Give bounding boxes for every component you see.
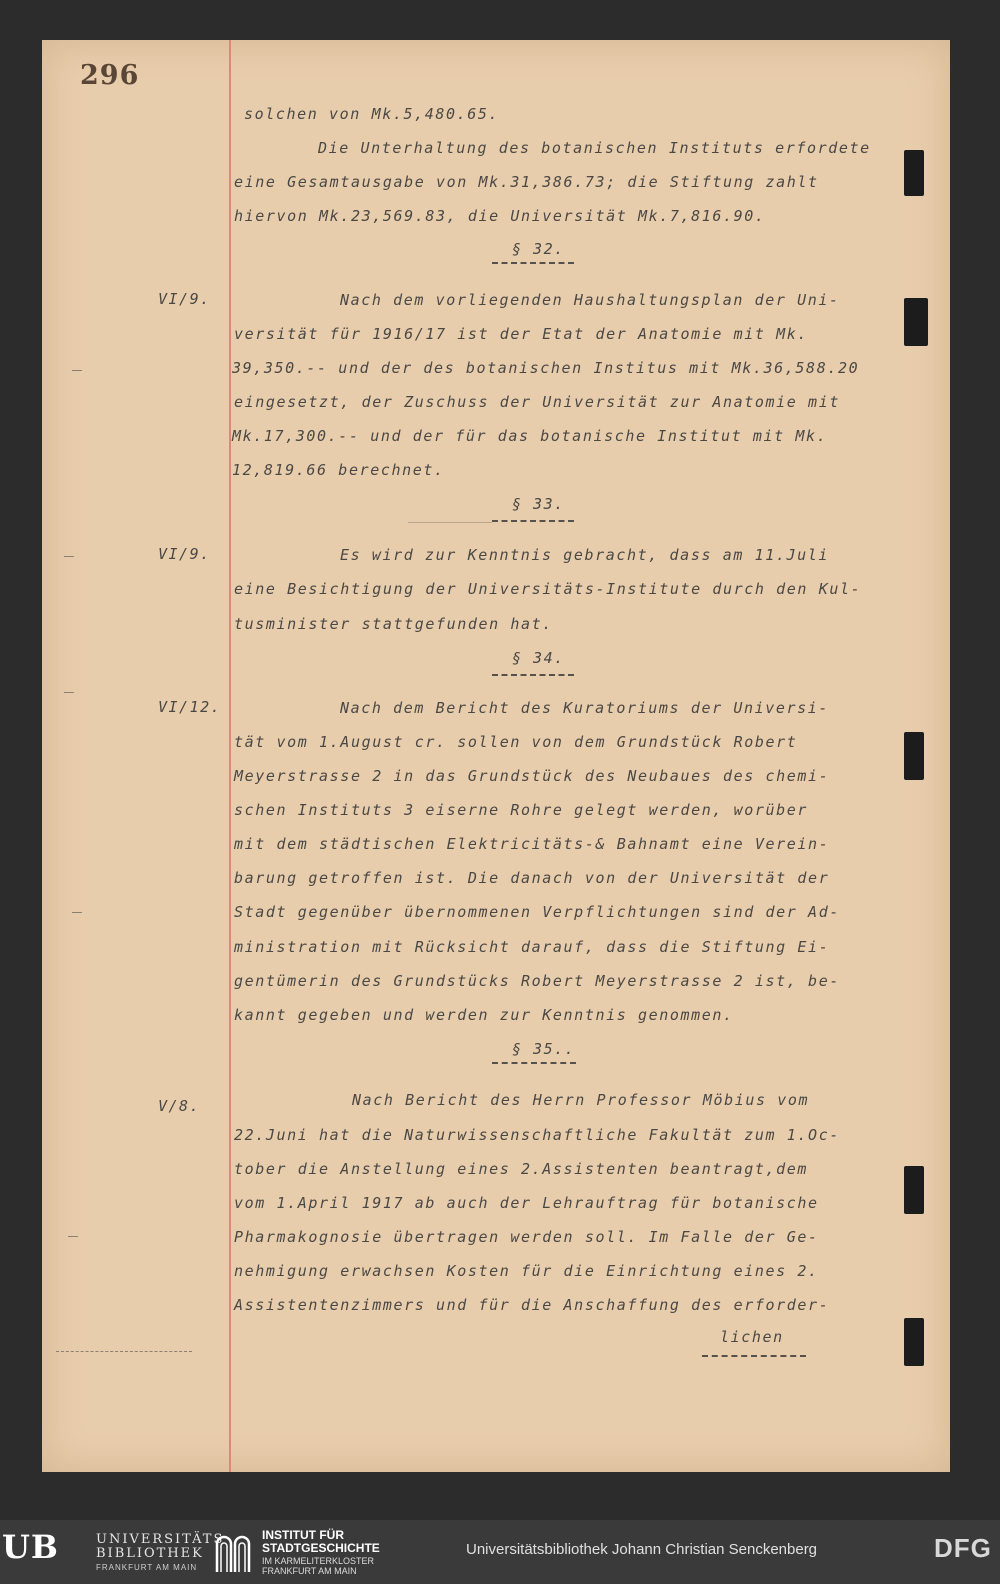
clip-mark: [904, 1318, 924, 1366]
ub-name-line2: BIBLIOTHEK: [96, 1546, 204, 1561]
text-line: Mk.17,300.-- und der für das botanische Institut mit Mk.: [232, 427, 828, 445]
text-line: schen Instituts 3 eiserne Rohre gelegt werden, worüber: [234, 801, 809, 819]
section-underline: [492, 674, 574, 676]
footer-bar: [0, 1520, 1000, 1584]
margin-dashes: [56, 1351, 192, 1352]
section-heading-33: § 33.: [512, 495, 565, 513]
clip-mark: [904, 150, 924, 196]
library-name: Universitätsbibliothek Johann Christian Senckenberg: [466, 1541, 818, 1558]
section-heading-34: § 34.: [512, 649, 565, 667]
isg-name-line2: STADTGESCHICHTE: [262, 1541, 380, 1555]
document-page: [42, 40, 950, 1472]
text-line: versität für 1916/17 ist der Etat der Anatomie mit Mk.: [234, 325, 809, 343]
text-line: Nach Bericht des Herrn Professor Möbius vom: [352, 1091, 810, 1109]
text-line: barung getroffen ist. Die danach von der Universität der: [234, 869, 830, 887]
clip-mark: [904, 298, 928, 346]
text-line: 22.Juni hat die Naturwissenschaftliche Fakultät zum 1.Oc-: [234, 1126, 840, 1144]
faint-rule: [408, 522, 492, 523]
margin-ref-1: VI/9.: [158, 290, 211, 308]
section-underline: [492, 1062, 576, 1064]
text-line: eingesetzt, der Zuschuss der Universität zur Anatomie mit: [234, 393, 840, 411]
text-line: Stadt gegenüber übernommenen Verpflichtungen sind der Ad-: [234, 903, 840, 921]
margin-ref-4: V/8.: [158, 1097, 201, 1115]
dfg-logo: DFG: [934, 1533, 992, 1563]
ub-name-line1: UNIVERSITÄTS: [96, 1532, 225, 1547]
margin-rule: [229, 40, 231, 1472]
text-line: eine Gesamtausgabe von Mk.31,386.73; die Stiftung zahlt: [234, 173, 819, 191]
isg-city: FRANKFURT AM MAIN: [262, 1566, 357, 1576]
section-heading-32: § 32.: [512, 240, 565, 258]
margin-tick: [68, 1236, 78, 1237]
margin-tick: [64, 556, 74, 557]
text-line: 12,819.66 berechnet.: [232, 461, 445, 479]
text-line: Nach dem vorliegenden Haushaltungsplan der Uni-: [340, 291, 840, 309]
margin-tick: [64, 692, 74, 693]
text-line: hiervon Mk.23,569.83, die Universität Mk.7,816.90.: [234, 207, 766, 225]
isg-name-line1: INSTITUT FÜR: [262, 1528, 344, 1542]
section-heading-35: § 35..: [512, 1040, 576, 1058]
catchword-underline: [702, 1355, 806, 1357]
text-line: Meyerstrasse 2 in das Grundstück des Neubaues des chemi-: [234, 767, 830, 785]
text-line: tät vom 1.August cr. sollen von dem Grundstück Robert: [234, 733, 798, 751]
text-line: vom 1.April 1917 ab auch der Lehrauftrag für botanische: [234, 1194, 819, 1212]
text-line: ministration mit Rücksicht darauf, dass die Stiftung Ei-: [234, 938, 830, 956]
text-line: Assistentenzimmers und für die Anschaffung des erforder-: [234, 1296, 830, 1314]
ub-city: FRANKFURT AM MAIN: [96, 1563, 198, 1572]
ub-logo: UB: [2, 1528, 59, 1566]
text-line: Die Unterhaltung des botanischen Instituts erfordete: [318, 139, 871, 157]
margin-tick: [72, 370, 82, 371]
text-line: nehmigung erwachsen Kosten für die Einrichtung eines 2.: [234, 1262, 819, 1280]
text-line: Es wird zur Kenntnis gebracht, dass am 11.Juli: [340, 546, 830, 564]
text-line: mit dem städtischen Elektricitäts-& Bahnamt eine Verein-: [234, 835, 830, 853]
isg-name-line3: IM KARMELITERKLOSTER: [262, 1556, 375, 1566]
margin-ref-3: VI/12.: [158, 698, 222, 716]
text-line: eine Besichtigung der Universitäts-Institute durch den Kul-: [234, 580, 862, 598]
text-line: lichen: [720, 1328, 784, 1346]
text-line: tusminister stattgefunden hat.: [234, 615, 553, 633]
section-underline: [492, 262, 574, 264]
clip-mark: [904, 732, 924, 780]
text-line: 39,350.-- und der des botanischen Institus mit Mk.36,588.20: [232, 359, 860, 377]
text-line: tober die Anstellung eines 2.Assistenten beantragt,dem: [234, 1160, 809, 1178]
text-line: Pharmakognosie übertragen werden soll. Im Falle der Ge-: [234, 1228, 819, 1246]
margin-tick: [72, 912, 82, 913]
margin-ref-2: VI/9.: [158, 545, 211, 563]
text-line: Nach dem Bericht des Kuratoriums der Universi-: [340, 699, 830, 717]
text-line: kannt gegeben und werden zur Kenntnis genommen.: [234, 1006, 734, 1024]
clip-mark: [904, 1166, 924, 1214]
section-underline: [492, 520, 574, 522]
page-number: 296: [80, 60, 140, 91]
text-line: solchen von Mk.5,480.65.: [244, 105, 500, 123]
text-line: gentümerin des Grundstücks Robert Meyerstrasse 2 ist, be-: [234, 972, 840, 990]
institute-arches-icon: [214, 1528, 254, 1572]
